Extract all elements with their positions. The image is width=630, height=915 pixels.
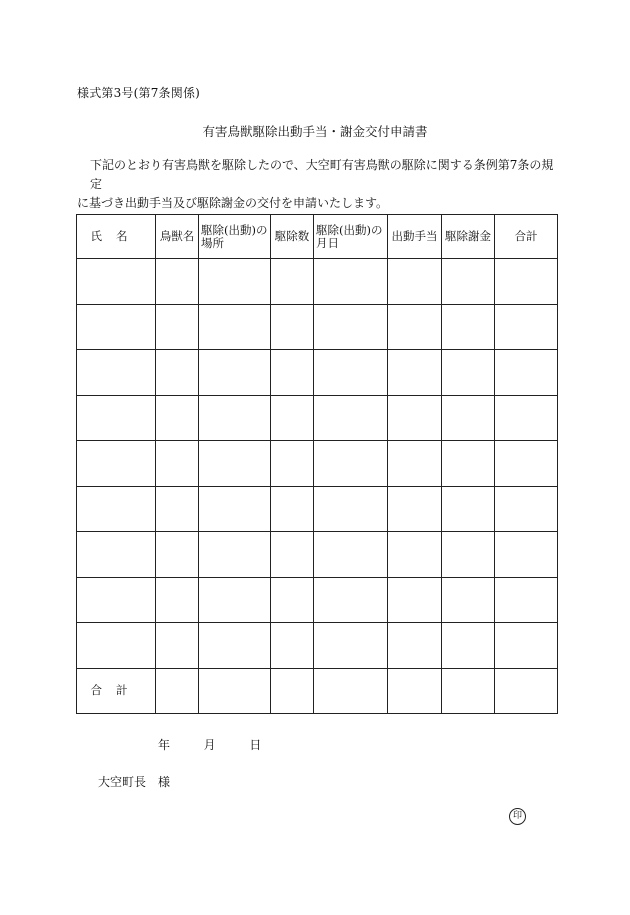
cell-allowance[interactable] bbox=[388, 395, 442, 440]
cell-count[interactable] bbox=[271, 532, 314, 577]
header-row bbox=[77, 215, 558, 259]
table-row bbox=[77, 441, 558, 486]
cell-count[interactable] bbox=[271, 623, 314, 668]
cell-name[interactable] bbox=[77, 577, 156, 622]
table-row bbox=[77, 532, 558, 577]
cell-total[interactable] bbox=[495, 668, 558, 713]
cell-name[interactable] bbox=[77, 623, 156, 668]
cell-location[interactable] bbox=[199, 304, 271, 349]
date-month-label: 月 bbox=[203, 738, 216, 752]
cell-species[interactable] bbox=[156, 577, 199, 622]
cell-species[interactable] bbox=[156, 441, 199, 486]
cell-total[interactable] bbox=[495, 623, 558, 668]
application-date bbox=[158, 736, 261, 753]
cell-count[interactable] bbox=[271, 577, 314, 622]
cell-species[interactable] bbox=[156, 304, 199, 349]
cell-species[interactable] bbox=[156, 395, 199, 440]
header-location-line2: 場所 bbox=[201, 235, 224, 250]
cell-location[interactable] bbox=[199, 623, 271, 668]
cell-species[interactable] bbox=[156, 532, 199, 577]
cell-reward[interactable] bbox=[442, 623, 495, 668]
cell-total[interactable] bbox=[495, 486, 558, 531]
cell-species[interactable] bbox=[156, 668, 199, 713]
cell-reward[interactable] bbox=[442, 532, 495, 577]
cell-date[interactable] bbox=[314, 441, 388, 486]
total-row bbox=[77, 668, 558, 713]
cell-name[interactable] bbox=[77, 395, 156, 440]
cell-total[interactable] bbox=[495, 304, 558, 349]
cell-location[interactable] bbox=[199, 486, 271, 531]
header-allowance: 出動手当 bbox=[388, 215, 442, 259]
header-location-line1: 駆除(出動)の bbox=[201, 222, 268, 237]
cell-count[interactable] bbox=[271, 395, 314, 440]
intro-line-2: に基づき出動手当及び駆除謝金の交付を申請いたします。 bbox=[77, 196, 389, 210]
cell-allowance[interactable] bbox=[388, 486, 442, 531]
cell-date[interactable] bbox=[314, 623, 388, 668]
header-name: 氏名 bbox=[77, 215, 156, 259]
cell-reward[interactable] bbox=[442, 304, 495, 349]
cell-date[interactable] bbox=[314, 350, 388, 395]
cell-species[interactable] bbox=[156, 259, 199, 304]
intro-paragraph bbox=[77, 156, 559, 213]
cell-name[interactable] bbox=[77, 304, 156, 349]
cell-allowance[interactable] bbox=[388, 304, 442, 349]
cell-count[interactable] bbox=[271, 259, 314, 304]
header-date-line2: 月日 bbox=[316, 235, 339, 250]
date-day-label: 日 bbox=[249, 738, 262, 752]
table-row bbox=[77, 304, 558, 349]
header-date bbox=[314, 215, 388, 259]
table-row bbox=[77, 350, 558, 395]
cell-allowance[interactable] bbox=[388, 623, 442, 668]
cell-name[interactable] bbox=[77, 532, 156, 577]
cell-date[interactable] bbox=[314, 395, 388, 440]
cell-total[interactable] bbox=[495, 259, 558, 304]
cell-allowance[interactable] bbox=[388, 668, 442, 713]
table-row bbox=[77, 395, 558, 440]
cell-species[interactable] bbox=[156, 623, 199, 668]
cell-reward[interactable] bbox=[442, 486, 495, 531]
total-row-label: 合計 bbox=[77, 668, 156, 713]
document-title: 有害鳥獣駆除出動手当・謝金交付申請書 bbox=[202, 124, 428, 139]
cell-total[interactable] bbox=[495, 441, 558, 486]
header-date-line1: 駆除(出動)の bbox=[316, 222, 383, 237]
cell-total[interactable] bbox=[495, 395, 558, 440]
cell-date[interactable] bbox=[314, 532, 388, 577]
cell-count[interactable] bbox=[271, 350, 314, 395]
cell-name[interactable] bbox=[77, 350, 156, 395]
cell-location[interactable] bbox=[199, 395, 271, 440]
cell-reward[interactable] bbox=[442, 395, 495, 440]
date-year-label: 年 bbox=[158, 738, 171, 752]
cell-allowance[interactable] bbox=[388, 350, 442, 395]
cell-reward[interactable] bbox=[442, 668, 495, 713]
cell-species[interactable] bbox=[156, 486, 199, 531]
table-row bbox=[77, 577, 558, 622]
cell-date[interactable] bbox=[314, 304, 388, 349]
cell-location[interactable] bbox=[199, 668, 271, 713]
application-table bbox=[76, 214, 558, 714]
header-species: 鳥獣名 bbox=[156, 215, 199, 259]
cell-allowance[interactable] bbox=[388, 532, 442, 577]
cell-date[interactable] bbox=[314, 259, 388, 304]
seal-mark: 印 bbox=[509, 808, 526, 825]
form-number: 様式第3号(第7条関係) bbox=[77, 86, 201, 100]
cell-reward[interactable] bbox=[442, 259, 495, 304]
header-location bbox=[199, 215, 271, 259]
cell-count[interactable] bbox=[271, 668, 314, 713]
cell-location[interactable] bbox=[199, 259, 271, 304]
addressee: 大空町長 様 bbox=[98, 775, 171, 789]
cell-allowance[interactable] bbox=[388, 259, 442, 304]
cell-allowance[interactable] bbox=[388, 577, 442, 622]
table-row bbox=[77, 259, 558, 304]
cell-date[interactable] bbox=[314, 486, 388, 531]
cell-date[interactable] bbox=[314, 668, 388, 713]
cell-total[interactable] bbox=[495, 350, 558, 395]
table-row bbox=[77, 486, 558, 531]
cell-total[interactable] bbox=[495, 532, 558, 577]
cell-count[interactable] bbox=[271, 441, 314, 486]
cell-count[interactable] bbox=[271, 304, 314, 349]
cell-total[interactable] bbox=[495, 577, 558, 622]
cell-name[interactable] bbox=[77, 259, 156, 304]
cell-reward[interactable] bbox=[442, 577, 495, 622]
header-total: 合計 bbox=[495, 215, 558, 259]
cell-species[interactable] bbox=[156, 350, 199, 395]
cell-allowance[interactable] bbox=[388, 441, 442, 486]
table-row bbox=[77, 623, 558, 668]
cell-reward[interactable] bbox=[442, 350, 495, 395]
cell-location[interactable] bbox=[199, 532, 271, 577]
header-reward: 駆除謝金 bbox=[442, 215, 495, 259]
cell-reward[interactable] bbox=[442, 441, 495, 486]
header-count: 駆除数 bbox=[271, 215, 314, 259]
cell-location[interactable] bbox=[199, 577, 271, 622]
cell-name[interactable] bbox=[77, 486, 156, 531]
cell-name[interactable] bbox=[77, 441, 156, 486]
cell-count[interactable] bbox=[271, 486, 314, 531]
cell-location[interactable] bbox=[199, 350, 271, 395]
cell-location[interactable] bbox=[199, 441, 271, 486]
cell-date[interactable] bbox=[314, 577, 388, 622]
intro-line-1: 下記のとおり有害鳥獣を駆除したので、大空町有害鳥獣の駆除に関する条例第7条の規定 bbox=[90, 158, 554, 191]
